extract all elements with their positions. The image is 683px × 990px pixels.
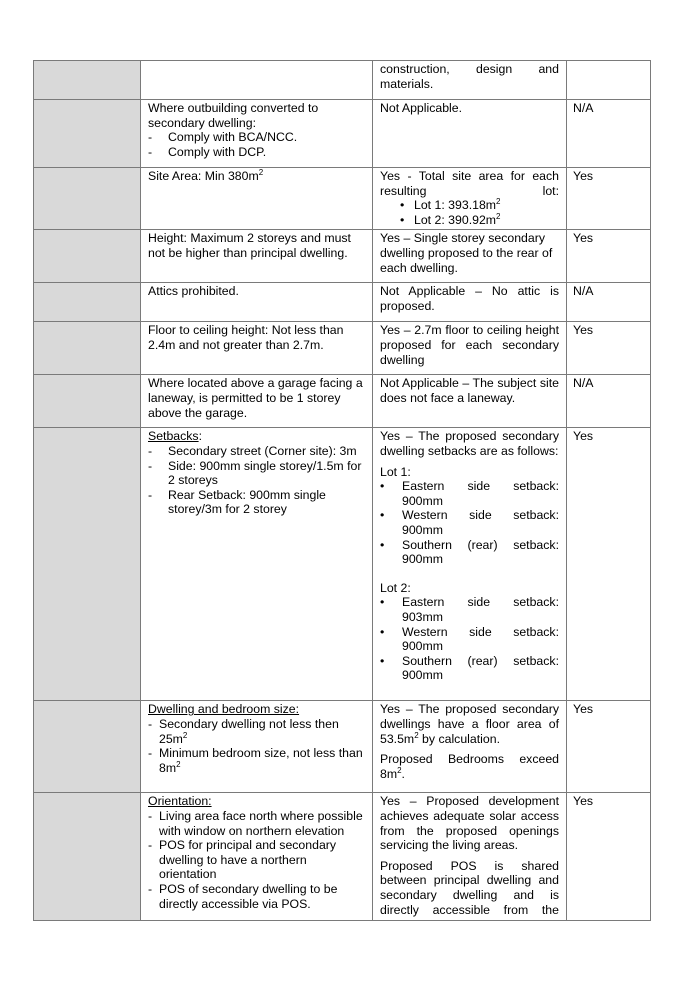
table-row bbox=[34, 428, 651, 701]
compliance-table bbox=[33, 60, 651, 921]
section-cell bbox=[34, 230, 141, 283]
control-cell: Setbacks: - Secondary street (Corner site): 3m - Side: 900mm single storey/1.5m for 2 storeys - Rear Setback: 900mm single storey/3m for 2 storey bbox=[141, 428, 373, 701]
control-cell bbox=[141, 701, 373, 793]
requirement-list: - Secondary street (Corner site): 3m - Side: 900mm single storey/1.5m for 2 storeys - Rear Setback: 900mm single storey/3m for 2 storey bbox=[148, 444, 365, 517]
status-cell: N/A bbox=[567, 375, 651, 428]
section-cell bbox=[34, 793, 141, 921]
comment-cell: Yes - Total site area for each resulting lot: • Lot 1: $393.18m^2$ • Lot 2: $390.92m^2$ bbox=[373, 168, 567, 230]
section-cell bbox=[34, 168, 141, 230]
comment-cell: Yes – The proposed secondary dwelling setbacks are as follows: Lot 1: • Eastern side setback: 900mm • Western side setback: 900mm • Southern (rear) setback: 900mm Lot 2: • Eastern side setback: 903mm • Western side setback: 900mm • Southern (rear) setback: 900mm bbox=[373, 428, 567, 701]
comment-cell: Yes – The proposed secondary dwellings have a floor area of $53.5m^2$ by calculation. Proposed Bedrooms exceed $8m^2$. bbox=[373, 701, 567, 793]
table-row bbox=[34, 283, 651, 322]
table-row bbox=[34, 230, 651, 283]
comment-cell: Not Applicable – The subject site does not face a laneway. bbox=[373, 375, 567, 428]
status-cell: Yes bbox=[567, 230, 651, 283]
control-cell: Where outbuilding converted to secondary dwelling: - Comply with BCA/NCC. - Comply with DCP. bbox=[141, 100, 373, 168]
status-cell: Yes bbox=[567, 428, 651, 701]
section-cell bbox=[34, 701, 141, 793]
control-cell: Site Area: Min $380m^2$ bbox=[141, 168, 373, 230]
setbacks-heading: Setbacks bbox=[148, 429, 199, 444]
status-cell: N/A bbox=[567, 283, 651, 322]
section-cell bbox=[34, 428, 141, 701]
lot-list: • Lot 1: $393.18m^2$ • Lot 2: $390.92m^2$ bbox=[380, 198, 559, 227]
status-cell: N/A bbox=[567, 100, 651, 168]
control-cell: Height: Maximum 2 storeys and must not be higher than principal dwelling. bbox=[141, 230, 373, 283]
status-cell: Yes bbox=[567, 701, 651, 793]
status-cell bbox=[567, 61, 651, 100]
orientation-heading: Orientation: bbox=[148, 794, 212, 809]
lot1-setback-list: • Eastern side setback: 900mm • Western side setback: 900mm • Southern (rear) setback: 900mm bbox=[380, 479, 559, 567]
table-row bbox=[34, 701, 651, 793]
table-row bbox=[34, 61, 651, 100]
control-cell: Where located above a garage facing a laneway, is permitted to be 1 storey above the garage. bbox=[141, 375, 373, 428]
section-cell bbox=[34, 322, 141, 375]
table-row bbox=[34, 168, 651, 230]
status-cell: Yes bbox=[567, 793, 651, 921]
table-row bbox=[34, 793, 651, 921]
comment-cell: Yes – 2.7m floor to ceiling height proposed for each secondary dwelling bbox=[373, 322, 567, 375]
table-row bbox=[34, 322, 651, 375]
comment-cell: Yes – Proposed development achieves adequate solar access from the proposed openings servicing the living areas. Proposed POS is shared between principal dwelling and secondary dwelling and is directly accessible from the bbox=[373, 793, 567, 921]
table-row bbox=[34, 100, 651, 168]
control-cell bbox=[141, 793, 373, 921]
requirement-list: - Comply with BCA/NCC. - Comply with DCP. bbox=[148, 130, 365, 159]
control-cell: Attics prohibited. bbox=[141, 283, 373, 322]
lot2-setback-list: • Eastern side setback: 903mm • Western side setback: 900mm • Southern (rear) setback: 900mm bbox=[380, 595, 559, 683]
section-cell bbox=[34, 61, 141, 100]
comment-cell: construction, design and materials. bbox=[373, 61, 567, 100]
status-cell: Yes bbox=[567, 168, 651, 230]
control-cell: Floor to ceiling height: Not less than 2.4m and not greater than 2.7m. bbox=[141, 322, 373, 375]
dwelling-size-heading: Dwelling and bedroom size: bbox=[148, 702, 300, 717]
table-row bbox=[34, 375, 651, 428]
section-cell bbox=[34, 375, 141, 428]
section-cell bbox=[34, 283, 141, 322]
requirement-list: - Living area face north where possible with window on northern elevation - POS for principal and secondary dwelling to have a northern orientation - POS of secondary dwelling to be directly accessible via POS. bbox=[148, 809, 365, 911]
control-cell bbox=[141, 61, 373, 100]
comment-cell: Not Applicable – No attic is proposed. bbox=[373, 283, 567, 322]
comment-cell: Not Applicable. bbox=[373, 100, 567, 168]
section-cell bbox=[34, 100, 141, 168]
requirement-list: - Secondary dwelling not less then $25m^2$ - Minimum bedroom size, not less than $8m^2$ bbox=[148, 717, 365, 775]
comment-cell: Yes – Single storey secondary dwelling proposed to the rear of each dwelling. bbox=[373, 230, 567, 283]
status-cell: Yes bbox=[567, 322, 651, 375]
